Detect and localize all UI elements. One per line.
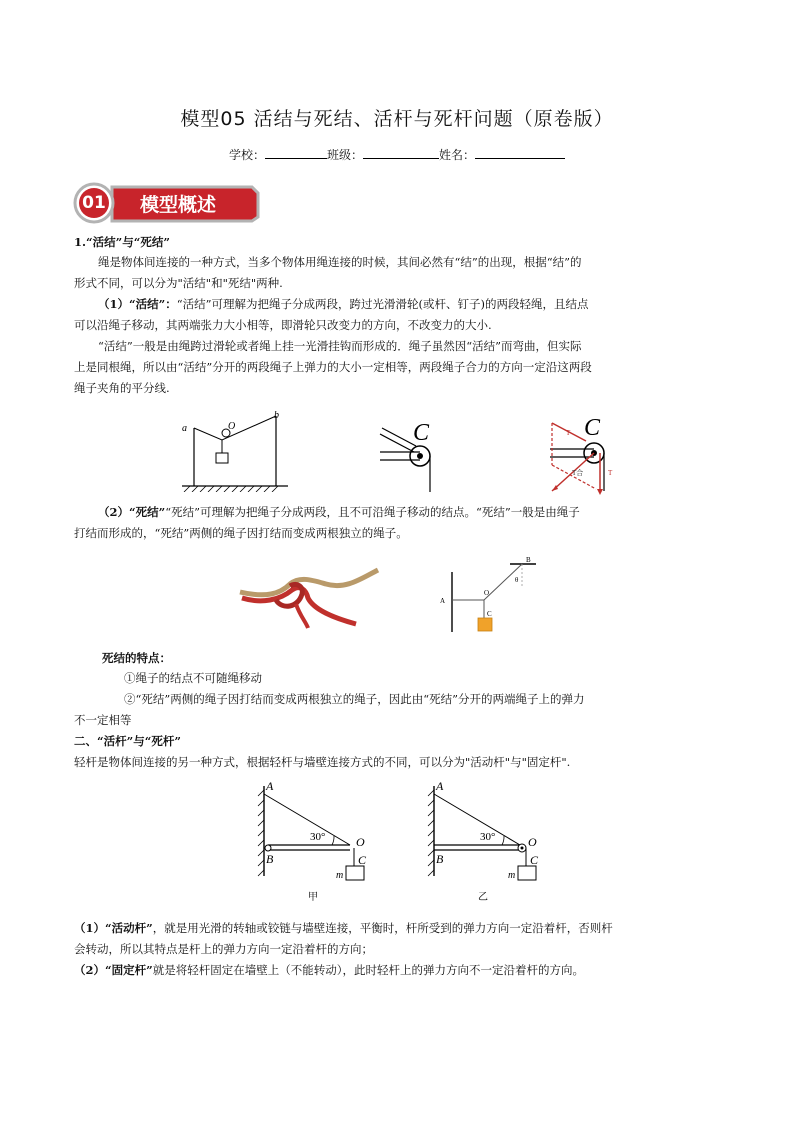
fig1-label-a: a	[182, 423, 187, 434]
section2-heading: 二、“活杆”与“死杆”	[74, 734, 181, 748]
s2-p2a-text: ，就是用光滑的转轴或铰链与墙壁连接，平衡时，杆所受到的弹力方向一定沿着杆，否则杆	[152, 921, 613, 935]
figure-rod-jia	[254, 780, 380, 906]
feature-2b: 不一定相等	[74, 713, 132, 727]
figure-pulley-hanging	[178, 408, 292, 492]
fig7-caption: 乙	[478, 892, 488, 903]
fig1-label-o: O	[228, 421, 236, 432]
school-label: 学校：	[228, 148, 265, 162]
s1-p4a-text: “死结”可理解为把绳子分成两段，且不可沿绳子移动的结点。“死结”一般是由绳子	[165, 505, 580, 519]
feature-heading: 死结的特点：	[102, 651, 171, 665]
fig5-label-theta: θ	[515, 576, 519, 584]
figure-force-analysis	[546, 405, 618, 497]
fig6-label-c: C	[358, 853, 367, 867]
figure-pulley-c	[376, 410, 446, 494]
student-info-line	[0, 146, 794, 163]
s1-p2a	[98, 294, 588, 315]
fig5-label-c: C	[487, 610, 492, 618]
school-field[interactable]	[265, 146, 327, 159]
figure-knot-photo	[236, 564, 382, 630]
fig5-label-a: A	[440, 597, 446, 605]
banner-label: 模型概述	[140, 194, 217, 216]
s2-p3-bold: （2）“固定杆”	[74, 963, 153, 977]
s1-p2a-text: “活结”可理解为把绳子分成两段，跨过光滑滑轮(或杆、钉子)的两段轻绳，且结点	[176, 297, 589, 311]
class-field[interactable]	[363, 146, 439, 159]
section-banner	[72, 181, 262, 225]
feature-1: ①绳子的结点不可随绳移动	[124, 671, 262, 685]
fig7-label-m: m	[508, 870, 516, 881]
s2-p3	[74, 960, 584, 981]
s1-p3b: 上是同根绳，所以由“活结”分开的两段绳子上弹力的大小一定相等，两段绳子合力的方向一定沿这两段	[74, 360, 592, 374]
s1-p2b: 可以沿绳子移动，其两端张力大小相等，即滑轮只改变力的方向，不改变力的大小.	[74, 318, 492, 332]
fig7-label-b: B	[436, 852, 444, 866]
fig5-label-b: B	[526, 556, 531, 564]
fig7-label-a: A	[436, 780, 444, 793]
fig7-label-angle: 30°	[480, 831, 496, 843]
fig3-label-tsum: T合	[572, 469, 584, 477]
fig7-label-o: O	[528, 835, 537, 849]
section1-heading: 1.“活结”与“死结”	[74, 235, 170, 249]
fig6-label-m: m	[336, 870, 344, 881]
s1-p3c: 绳子夹角的平分线.	[74, 381, 170, 395]
s1-p4a-bold: （2）“死结”	[98, 505, 166, 519]
name-label: 姓名：	[439, 148, 476, 162]
fig3-label-t1: T	[566, 429, 571, 437]
fig2-label-c: C	[413, 420, 430, 446]
s2-p2b: 会转动，所以其特点是杆上的弹力方向一定沿着杆的方向；	[74, 942, 373, 956]
class-label: 班级：	[326, 148, 363, 162]
s1-p4a	[98, 502, 580, 523]
fig6-label-b: B	[266, 852, 274, 866]
feature-2a: ②“死结”两侧的绳子因打结而变成两根独立的绳子，因此由“死结”分开的两端绳子上的弹力	[124, 692, 585, 706]
fig3-label-c: C	[584, 415, 601, 441]
banner-number: 01	[82, 193, 106, 213]
s1-p4b: 打结而形成的，“死结”两侧的绳子因打结而变成两根独立的绳子。	[74, 526, 408, 540]
figure-dead-knot	[432, 556, 542, 634]
s2-p1: 轻杆是物体间连接的另一种方式，根据轻杆与墙壁连接方式的不同，可以分为"活动杆"与"固定杆".	[74, 755, 571, 769]
s2-p2a	[74, 918, 613, 939]
name-field[interactable]	[475, 146, 565, 159]
fig6-caption: 甲	[308, 892, 318, 903]
s1-p2a-bold: （1）“活结”：	[98, 297, 177, 311]
s1-p3a: “活结”一般是由绳跨过滑轮或者绳上挂一光滑挂钩而形成的．绳子虽然因“活结”而弯曲，但实际	[98, 339, 582, 353]
figure-rod-yi	[424, 780, 550, 906]
s2-p2a-bold: （1）“活动杆”	[74, 921, 153, 935]
fig6-label-o: O	[356, 835, 365, 849]
fig6-label-angle: 30°	[310, 831, 326, 843]
fig7-label-c: C	[530, 853, 539, 867]
fig6-label-a: A	[266, 780, 274, 793]
s1-p1a: 绳是物体间连接的一种方式，当多个物体用绳连接的时候，其间必然有“结”的出现，根据“结”的	[98, 255, 582, 269]
s1-p1b: 形式不同，可以分为"活结"和"死结"两种.	[74, 276, 283, 290]
fig1-label-b: b	[274, 410, 279, 421]
s2-p3-text: 就是将轻杆固定在墙壁上（不能转动），此时轻杆上的弹力方向不一定沿着杆的方向。	[152, 963, 584, 977]
fig5-label-o: O	[484, 589, 490, 597]
fig3-label-t2: T	[608, 469, 613, 477]
page-title: 模型05 活结与死结、活杆与死杆问题（原卷版）	[180, 108, 614, 130]
